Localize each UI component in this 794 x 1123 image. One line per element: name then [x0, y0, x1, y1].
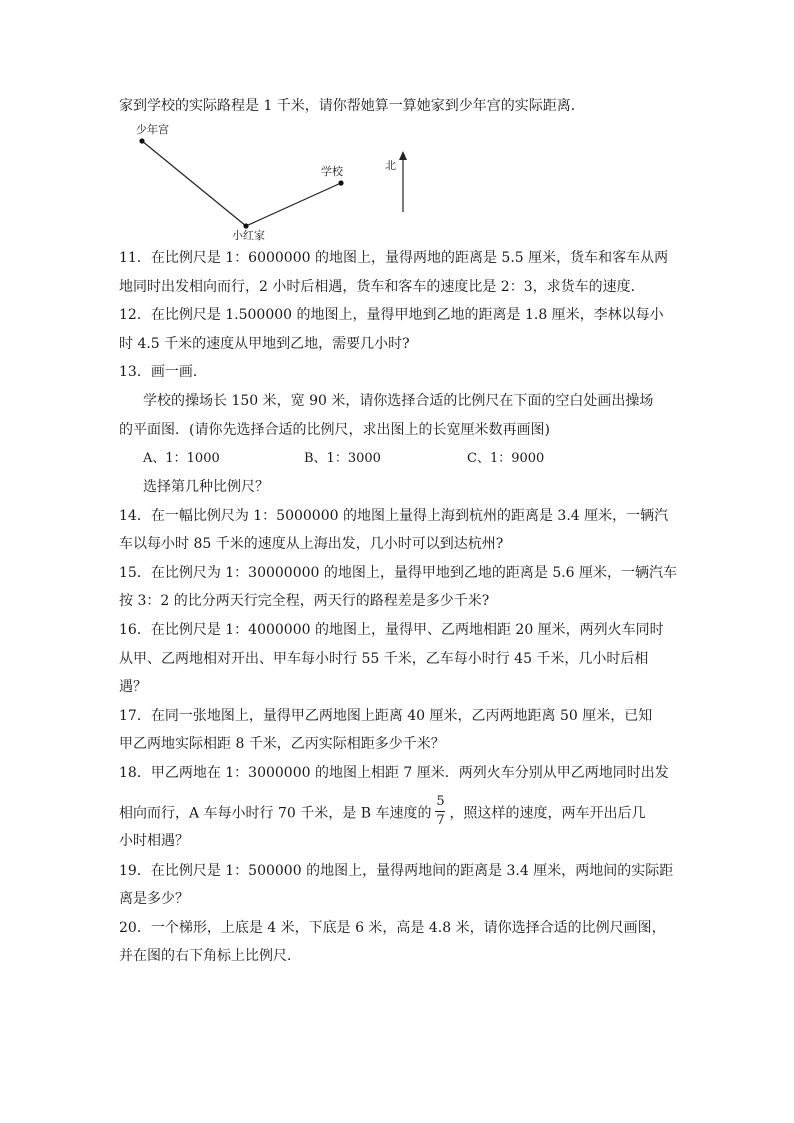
q16-line1: 16．在比例尺是 1：4000000 的地图上，量得甲、乙两地相距 20 厘米，两列火车同时 [119, 622, 664, 638]
point-school [338, 180, 343, 185]
q18-line2-before: 相向而行，A 车每小时行 70 千米，是 B 车速度的 [119, 805, 432, 822]
q18-fraction [435, 795, 445, 828]
q13-option-a: A、1：1000 [143, 451, 220, 466]
point-youth-palace [139, 138, 144, 143]
q17-line2: 甲乙两地实际相距 8 千米，乙丙实际相距多少千米？ [119, 736, 445, 752]
north-label: 北 [385, 159, 396, 172]
q12-line1: 12．在比例尺是 1.500000 的地图上，量得甲地到乙地的距离是 1.8 厘米，李林以每小 [119, 307, 664, 323]
q14-line1: 14．在一幅比例尺为 1：5000000 的地图上量得上海到杭州的距离是 3.4 厘米，一辆汽 [119, 508, 669, 524]
route-home-school [246, 183, 341, 226]
q16-line3: 遇？ [119, 679, 147, 695]
home-label: 小红家 [232, 229, 265, 242]
q20-line1: 20．一个梯形，上底是 4 米，下底是 6 米，高是 4.8 米，请你选择合适的比例尺画图， [119, 920, 666, 936]
q13-line2: 学校的操场长 150 米，宽 90 米，请你选择合适的比例尺在下面的空白处画出操场 [143, 393, 654, 409]
q18-line1: 18．甲乙两地在 1：3000000 的地图上相距 7 厘米．两列火车分别从甲乙两地同时出发 [119, 765, 669, 781]
route-palace-home [142, 141, 246, 226]
north-arrow-head [399, 151, 407, 160]
q13-option-b: B、1：3000 [304, 451, 381, 466]
point-home [243, 223, 248, 228]
q16-line2: 从甲、乙两地相对开出、甲车每小时行 55 千米，乙车每小时行 45 千米，几小时后相 [119, 651, 649, 667]
q18-fraction-bar [435, 811, 445, 812]
route-diagram [0, 0, 794, 260]
q11-line2: 地同时出发相向而行，2 小时后相遇，货车和客车的速度比是 2：3，求货车的速度． [119, 279, 645, 295]
q14-line2: 车以每小时 85 千米的速度从上海出发，几小时可以到达杭州? [119, 536, 504, 552]
q18-fraction-denominator: 7 [436, 813, 445, 828]
q18-line2-after: ，照这样的速度，两车开出后几 [449, 805, 646, 822]
q20-line2: 并在图的右下角标上比例尺． [119, 948, 301, 964]
q17-line1: 17．在同一张地图上，量得甲乙两地图上距离 40 厘米，乙丙两地距离 50 厘米，已知 [119, 708, 653, 724]
q13-option-c: C、1：9000 [467, 451, 545, 466]
youth-palace-label: 少年宫 [136, 123, 169, 136]
q18-line2 [119, 794, 646, 830]
q13-line3: 的平面图．(请你先选择合适的比例尺，求出图上的长宽厘米数再画图) [119, 422, 550, 438]
q19-line1: 19．在比例尺是 1：500000 的地图上，量得两地间的距离是 3.4 厘米，两地间的实际距 [119, 863, 674, 879]
q18-line3: 小时相遇？ [119, 833, 189, 849]
q12-line2: 时 4.5 千米的速度从甲地到乙地，需要几小时? [119, 336, 410, 352]
q13-line4: 选择第几种比例尺？ [143, 479, 269, 495]
school-label: 学校 [321, 165, 343, 178]
q15-line1: 15．在比例尺为 1：30000000 的地图上，量得甲地到乙地的距离是 5.6 厘米，一辆汽车 [119, 565, 678, 581]
q11-line1: 11．在比例尺是 1：6000000 的地图上，量得两地的距离是 5.5 厘米，货车和客车从两 [119, 250, 669, 266]
q13-line1: 13．画一画． [119, 364, 207, 380]
q15-line2: 按 3：2 的比分两天行完全程，两天行的路程差是多少千米? [119, 593, 490, 609]
q18-fraction-numerator: 5 [436, 794, 445, 809]
intro-line: 家到学校的实际路程是 1 千米，请你帮她算一算她家到少年宫的实际距离． [119, 98, 585, 114]
q19-line2: 离是多少？ [119, 891, 189, 907]
